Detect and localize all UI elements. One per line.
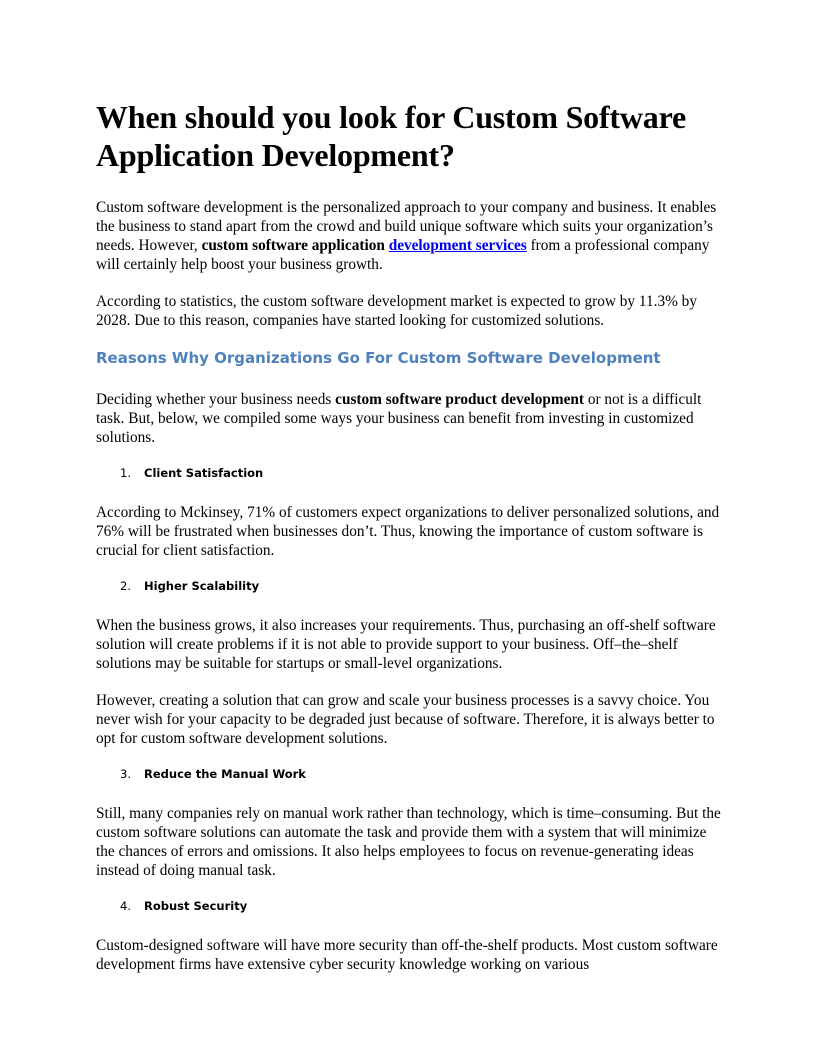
list-label: Client Satisfaction (144, 466, 264, 480)
list-number: 4. (120, 899, 131, 913)
list-label: Robust Security (144, 899, 248, 913)
development-services-link[interactable]: development services (388, 237, 527, 254)
manual-work-paragraph: Still, many companies rely on manual work rather than technology, which is time–consuming. But the custom software solutions can automate the task and provide them with a system that will minimize the chances of errors and omissions. It also helps employees to focus on revenue-generating ideas instead of doing manual task. (96, 805, 721, 879)
list-heading-client-satisfaction (120, 465, 722, 481)
list-number: 1. (120, 466, 131, 480)
section-heading: Reasons Why Organizations Go For Custom Software Development (96, 349, 661, 367)
deciding-text-2: or not is a difficult task. But, below, we compiled some ways your business can benefit from investing in customized solutions. (96, 391, 702, 446)
intro-text-2: from a professional company will certainly help boost your business growth. (96, 237, 710, 273)
intro-bold-text: custom software application (201, 237, 385, 254)
page-title: When should you look for Custom Software Application Development? (96, 99, 687, 173)
list-label: Reduce the Manual Work (144, 767, 306, 781)
list-heading-higher-scalability (120, 578, 722, 594)
intro-paragraph (96, 198, 722, 274)
scalability-paragraph-1: When the business grows, it also increases your requirements. Thus, purchasing an off-shelf software solution will create problems if it is not able to provide support to your business. Off–the–shelf solutions may be suitable for startups or small-level organizations. (96, 617, 716, 672)
scalability-paragraph-2: However, creating a solution that can grow and scale your business processes is a savvy choice. You never wish for your capacity to be degraded just because of software. Therefore, it is always better to opt for custom software development solutions. (96, 692, 715, 747)
list-number: 3. (120, 767, 131, 781)
security-paragraph: Custom-designed software will have more security than off-the-shelf products. Most custom software development firms have extensive cyber security knowledge working on various (96, 937, 718, 973)
deciding-text-1: Deciding whether your business needs (96, 391, 336, 408)
deciding-bold-text: custom software product development (335, 391, 585, 408)
client-satisfaction-paragraph: According to Mckinsey, 71% of customers expect organizations to deliver personalized solutions, and 76% will be frustrated when businesses don’t. Thus, knowing the importance of custom software is crucial for client satisfaction. (96, 504, 720, 559)
document-page (96, 98, 722, 992)
stats-paragraph: According to statistics, the custom software development market is expected to grow by 11.3% by 2028. Due to this reason, companies have started looking for customized solutions. (96, 293, 697, 329)
list-number: 2. (120, 579, 131, 593)
deciding-paragraph (96, 390, 722, 447)
list-label: Higher Scalability (144, 579, 260, 593)
list-heading-robust-security (120, 898, 722, 914)
intro-text-1: Custom software development is the personalized approach to your company and business. It enables the business to stand apart from the crowd and build unique software which suits your organization’s needs. However, (96, 199, 717, 254)
list-heading-reduce-manual-work (120, 766, 722, 782)
